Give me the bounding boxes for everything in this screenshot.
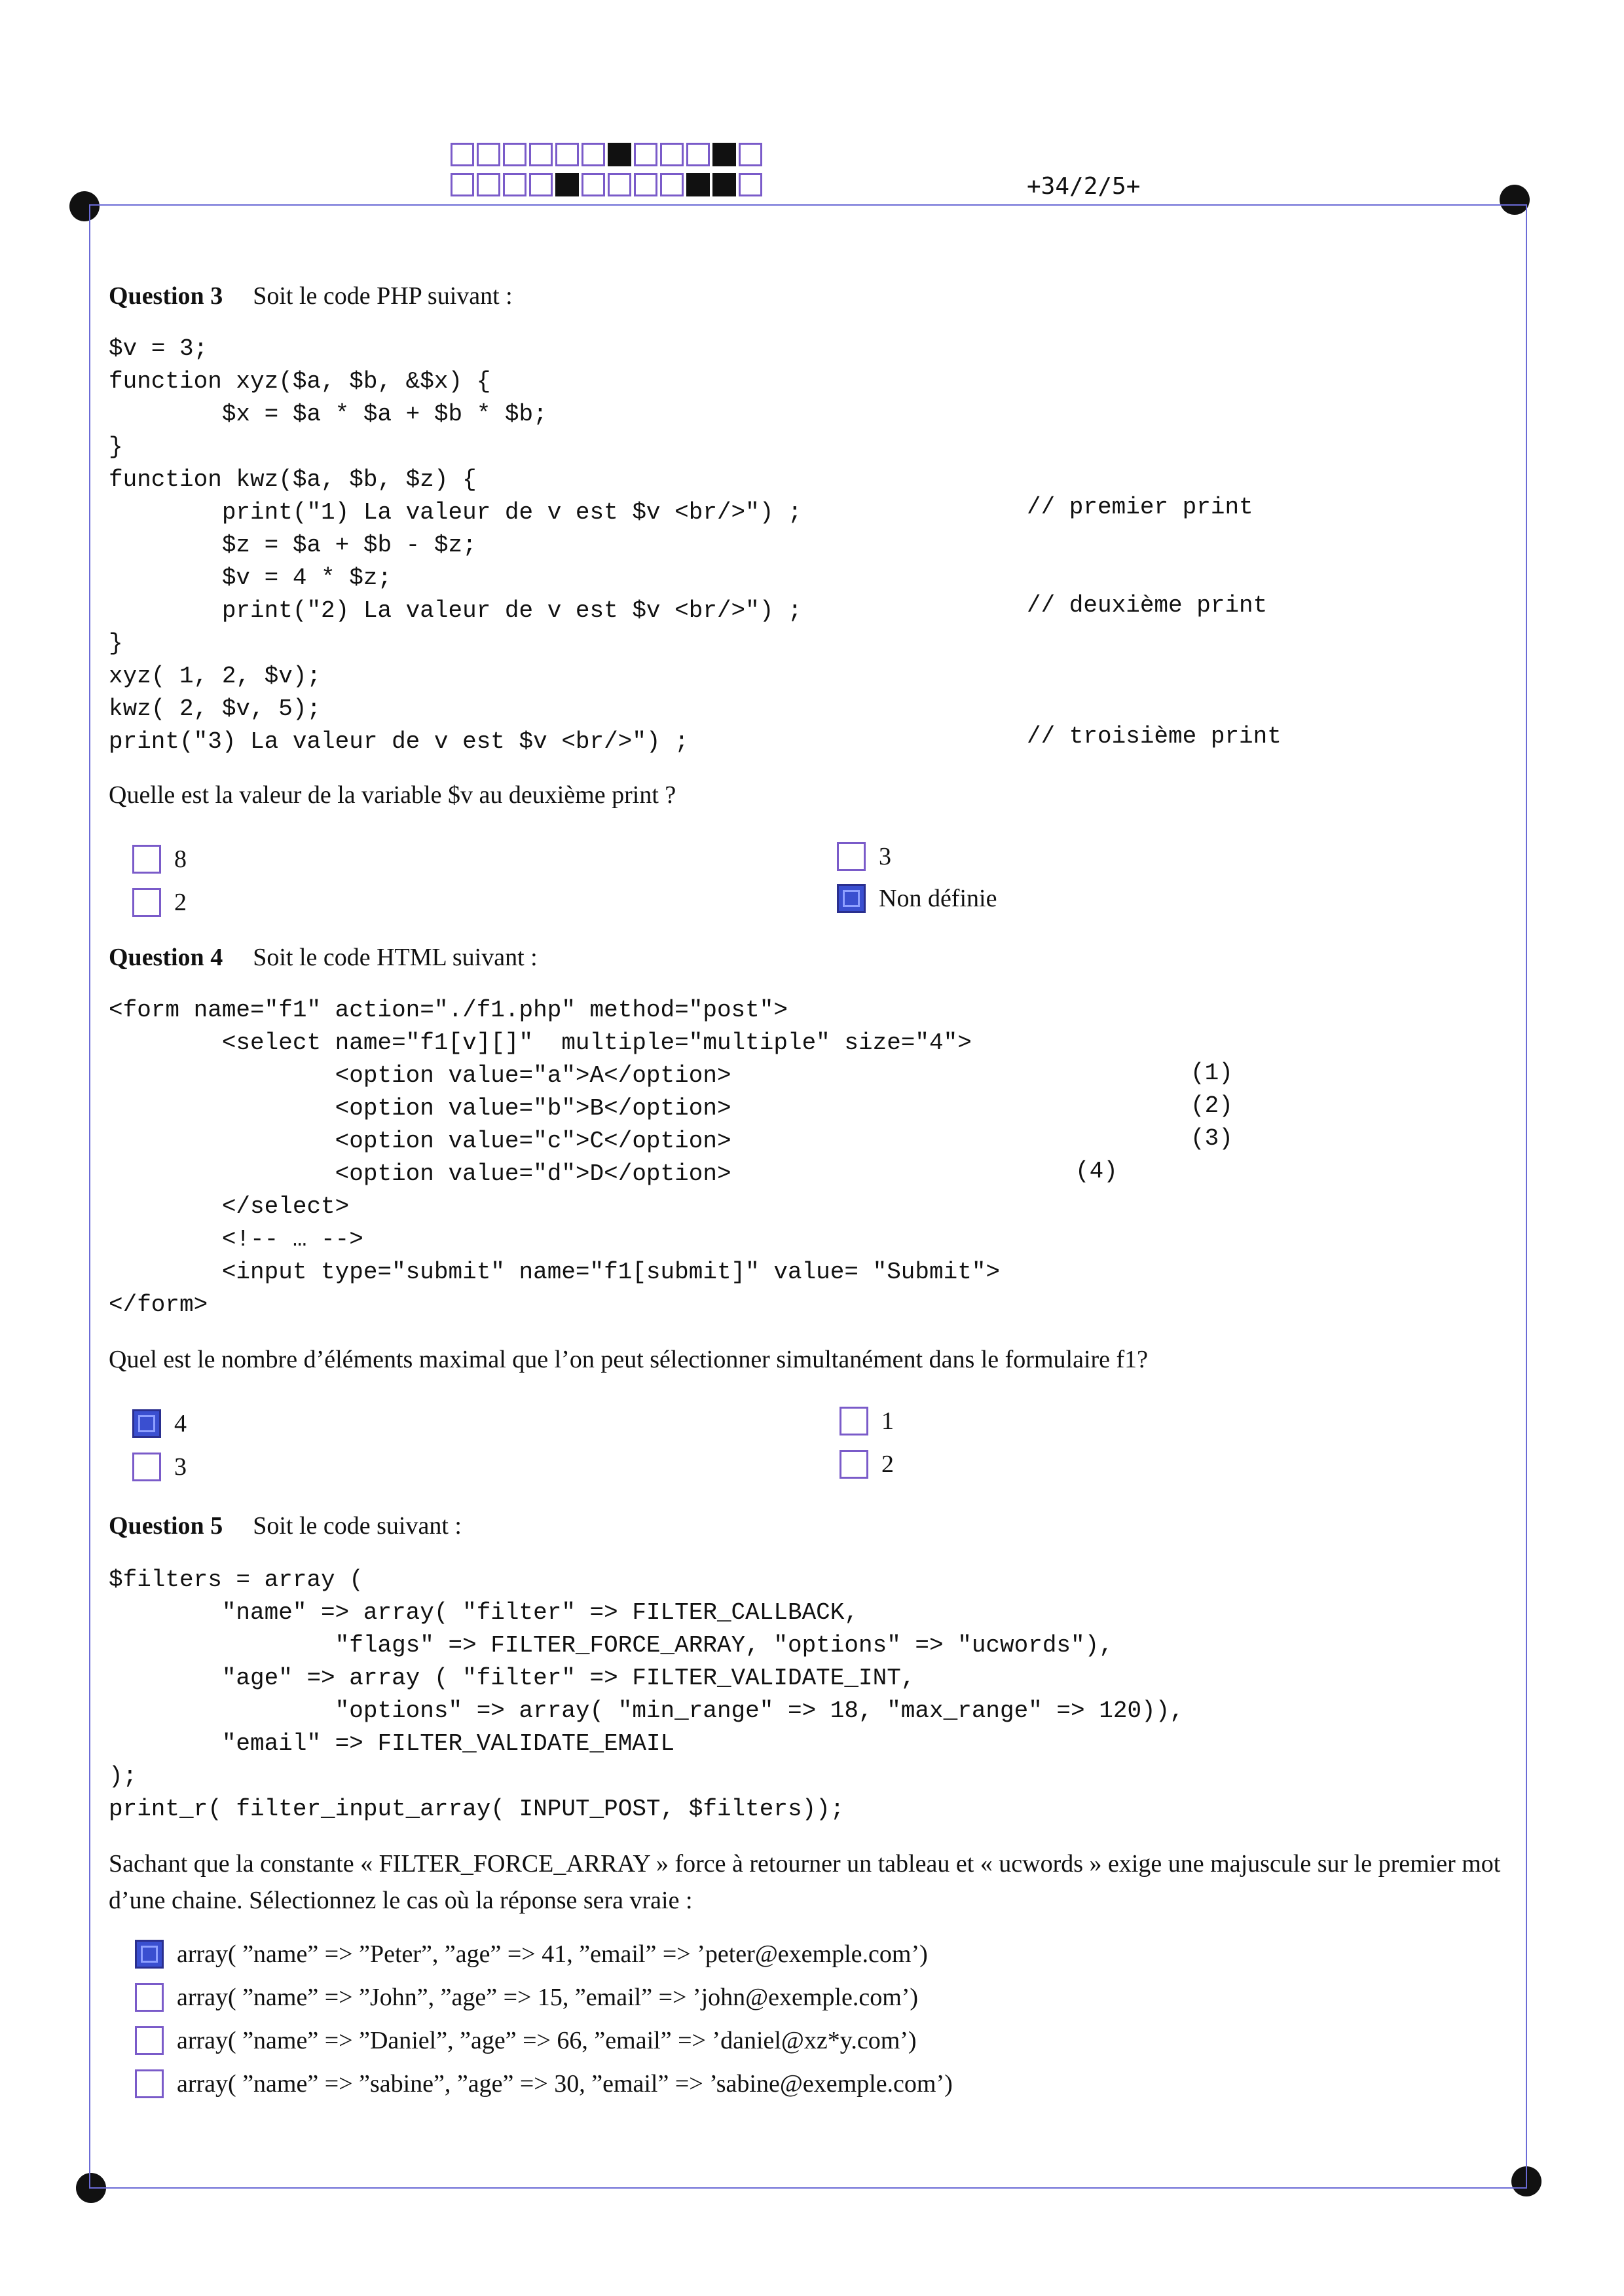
marker-4: (4) [1075,1158,1118,1185]
filter-code-block: $filters = array ( "name" => array( "filter" => FILTER_CALLBACK, "flags" => FILTER_FORCE_ARRAY, "options" => "ucwords"), "age" => array ( "filter" => FILTER_VALIDATE_INT, "options" => array( "min_range" => 18, "max_range" => 120)), "email" => FILTER_VALIDATE_EMAIL ); print_r( filter_input_array( INPUT_POST, $filters)); [109,1566,1184,1823]
question-text: Soit le code suivant : [253,1512,462,1540]
question-number: Question 3 [109,282,223,310]
option-label: 1 [881,1407,894,1435]
q5-option-c[interactable] [135,2026,917,2055]
barcode-cell [686,143,710,166]
barcode-cell [712,173,736,196]
option-label: 3 [879,843,891,870]
marker-2: (2) [1190,1092,1233,1119]
checkbox[interactable] [132,845,161,874]
barcode-cell [739,143,762,166]
option-label: 3 [174,1453,187,1481]
checkbox[interactable] [837,884,866,913]
checkbox[interactable] [135,1983,164,2012]
question-number: Question 4 [109,944,223,971]
checkbox[interactable] [135,1940,164,1969]
option-label: 8 [174,845,187,873]
checkbox[interactable] [840,1450,868,1479]
barcode-cell [634,173,657,196]
option-label: array( ”name” => ”Peter”, ”age” => 41, ”email” => ’peter@exemple.com’) [177,1940,928,1968]
barcode-cell [581,173,605,196]
question-5-header [109,1511,462,1540]
barcode-cell [686,173,710,196]
q3-option-d[interactable] [837,884,997,913]
option-label: array( ”name” => ”sabine”, ”age” => 30, ”email” => ’sabine@exemple.com’) [177,2070,953,2098]
question-text: Soit le code HTML suivant : [253,944,538,971]
barcode-row-1 [451,143,765,166]
q3-option-c[interactable] [837,842,891,871]
marker-3: (3) [1190,1125,1233,1152]
question-3-prompt: Quelle est la valeur de la variable $v au deuxième print ? [109,781,676,809]
option-label: 2 [881,1451,894,1478]
q3-option-b[interactable] [132,888,187,917]
barcode-cell [529,143,553,166]
comment-deuxieme-print: // deuxième print [1027,592,1268,619]
q4-option-b[interactable] [132,1453,187,1481]
barcode-cell [451,143,474,166]
option-label: array( ”name” => ”Daniel”, ”age” => 66, ”email” => ’daniel@xz*y.com’) [177,2027,917,2054]
page-id: +34/2/5+ [1027,173,1141,200]
q3-option-a[interactable] [132,845,187,874]
barcode-cell [477,173,500,196]
barcode-cell [555,143,579,166]
comment-premier-print: // premier print [1027,494,1253,521]
q5-option-d[interactable] [135,2069,953,2098]
barcode-cell [634,143,657,166]
barcode-row-2 [451,173,765,196]
barcode-cell [712,143,736,166]
barcode-cell [608,143,631,166]
option-label: Non définie [879,885,997,912]
barcode-cell [555,173,579,196]
question-4-header [109,943,538,972]
q4-option-d[interactable] [840,1450,894,1479]
barcode-cell [739,173,762,196]
barcode-cell [660,173,684,196]
barcode-cell [477,143,500,166]
checkbox[interactable] [132,888,161,917]
q4-option-c[interactable] [840,1407,894,1435]
checkbox[interactable] [837,842,866,871]
question-text: Soit le code PHP suivant : [253,282,513,310]
checkbox[interactable] [132,1453,161,1481]
barcode-cell [608,173,631,196]
question-number: Question 5 [109,1512,223,1540]
barcode-cell [503,173,526,196]
question-5-prompt: Sachant que la constante « FILTER_FORCE_ARRAY » force à retourner un tableau et « ucwords » exige une majuscule sur le premier mot d’une chaine. Sélectionnez le cas où la réponse sera vraie : [109,1850,1501,1914]
barcode-cell [503,143,526,166]
q5-option-a[interactable] [135,1940,928,1969]
checkbox[interactable] [135,2026,164,2055]
question-4-prompt: Quel est le nombre d’éléments maximal que l’on peut sélectionner simultanément dans le formulaire f1? [109,1346,1149,1373]
option-label: array( ”name” => ”John”, ”age” => 15, ”email” => ’john@exemple.com’) [177,1984,919,2011]
q4-option-a[interactable] [132,1409,187,1438]
question-3-header [109,282,513,310]
barcode-cell [660,143,684,166]
comment-troisieme-print: // troisième print [1027,723,1282,750]
barcode-cell [451,173,474,196]
marker-1: (1) [1190,1060,1233,1086]
option-label: 4 [174,1410,187,1437]
option-label: 2 [174,889,187,916]
barcode-cell [581,143,605,166]
html-code-block: <form name="f1" action="./f1.php" method="post"> <select name="f1[v][]" multiple="multiple" size="4"> <option value="a">A</option> <option value="b">B</option> <option value="c">C</option> <option value="d">D</option> </select> <!-- … --> <input type="submit" name="f1[submit]" value= "Submit"> </form> [109,997,1001,1318]
q5-option-b[interactable] [135,1983,918,2012]
checkbox[interactable] [840,1407,868,1435]
checkbox[interactable] [135,2069,164,2098]
barcode-cell [529,173,553,196]
checkbox[interactable] [132,1409,161,1438]
php-code-block: $v = 3; function xyz($a, $b, &$x) { $x = $a * $a + $b * $b; } function kwz($a, $b, $z) { print("1) La valeur de v est $v <br/>") ; $z = $a + $b - $z; $v = 4 * $z; print("2) La valeur de v est $v <br/>") ; } xyz( 1, 2, $v); kwz( 2, $v, 5); print("3) La valeur de v est $v <br/>") ; [109,335,802,755]
